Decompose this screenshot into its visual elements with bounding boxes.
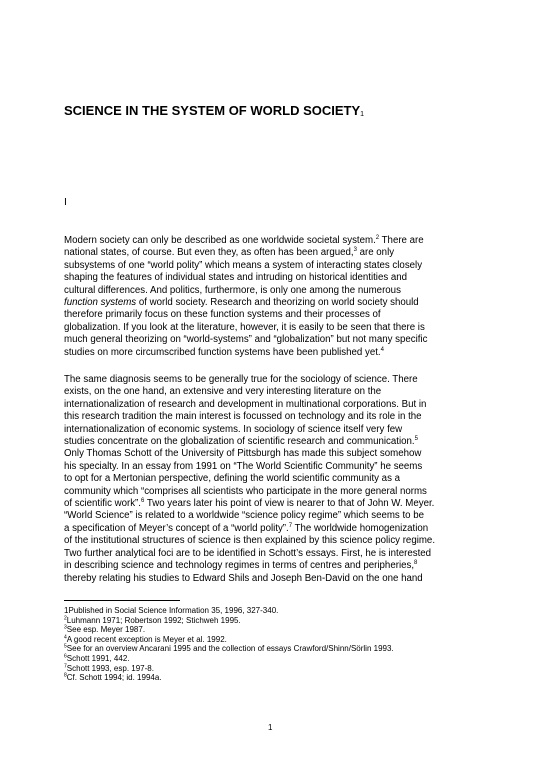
text-line — [64, 548, 484, 560]
line-text: studies concentrate on the globalization of scientific research and communication. — [64, 436, 415, 448]
line-text: internationalization of economic systems. In sociology of science itself very few — [64, 423, 403, 435]
line-text: to opt for a Mertonian perspective, defining the world scientific community as a — [64, 473, 400, 485]
text-line — [64, 461, 484, 473]
line-text: therefore primarily focus on these function systems and their processes of — [64, 309, 381, 321]
footnote-ref: 7 — [288, 522, 293, 529]
text-line — [64, 386, 484, 398]
footnote — [64, 635, 394, 645]
line-text: subsystems of one “world polity” which means a system of interacting states closely — [64, 259, 423, 271]
footnote-mark: 5 — [64, 643, 67, 650]
footnote-mark: 7 — [64, 662, 67, 669]
text-line — [64, 411, 484, 423]
footnote-mark: 3 — [64, 624, 67, 631]
line-text: of world society. Research and theorizing on world society should — [136, 297, 419, 309]
footnote-ref: 8 — [414, 559, 418, 566]
text-line — [64, 399, 484, 411]
footnote-text: Published in Social Science Information 35, 1996, 327-340. — [68, 606, 279, 615]
footnote-ref: 5 — [414, 435, 418, 442]
text-line — [64, 510, 484, 522]
line-text: “World Science” is related to a worldwide “science policy regime” which seems to be — [64, 510, 425, 522]
line-text: of scientific work”. — [64, 498, 141, 510]
footnote-text: See for an overview Ancarani 1995 and the collection of essays Crawford/Shinn/Sörlin 1993. — [66, 644, 394, 654]
text-line — [64, 297, 484, 309]
text-line — [64, 486, 484, 498]
footnote-text: Cf. Schott 1994; id. 1994a. — [66, 673, 162, 683]
text-line — [64, 573, 484, 585]
line-text: There are — [379, 235, 424, 246]
paragraph-2 — [64, 374, 484, 585]
line-text: internationalization of research and development in multinational corporations. But in — [64, 398, 427, 410]
line-text: a specification of Meyer’s concept of a “world polity”. — [64, 522, 289, 534]
text-line — [64, 260, 484, 272]
line-text: national states, of course. But even they, as often has been argued, — [64, 247, 354, 259]
footnote-text: See esp. Meyer 1987. — [66, 625, 146, 635]
line-text: shaping the features of individual states and intruding on historical identities and — [64, 272, 408, 284]
line-text: community which “comprises all scientists who participate in the more general norms — [64, 485, 427, 497]
footnote-mark: 2 — [64, 614, 67, 621]
title-footnote-mark: 1 — [360, 111, 365, 118]
text-line — [64, 334, 484, 346]
paper-title-text: SCIENCE IN THE SYSTEM OF WORLD SOCIETY — [64, 103, 361, 118]
footnote — [64, 664, 394, 674]
footnote-mark: 1 — [64, 606, 69, 615]
footnote-text: Schott 1993, esp. 197-8. — [66, 663, 154, 673]
line-text: Only Thomas Schott of the University of Pittsburgh has made this subject somehow — [64, 448, 422, 460]
footnote — [64, 616, 394, 626]
footnote-text: Luhmann 1971; Robertson 1992; Stichweh 1995. — [66, 615, 241, 625]
line-text: Modern society can only be described as one worldwide societal system. — [64, 235, 376, 246]
line-text: much general theorizing on “world-systems” and “globalization” but not many specific — [64, 334, 428, 346]
line-text: his specialty. In an essay from 1991 on “The World Scientific Community” he seems — [64, 460, 423, 472]
footnote-mark: 8 — [64, 672, 67, 679]
text-line — [64, 473, 484, 485]
text-line — [64, 247, 484, 259]
section-number: I — [64, 196, 67, 208]
line-text: Two further analytical foci are to be identified in Schott’s essays. First, he is interested — [64, 547, 432, 559]
line-text: in describing science and technology regimes in terms of centres and peripheries, — [64, 560, 415, 572]
footnote-ref: 3 — [353, 247, 357, 254]
text-line — [64, 347, 484, 359]
footnote — [64, 644, 394, 654]
footnote-ref: 4 — [380, 346, 384, 353]
line-text: The worldwide homogenization — [292, 522, 429, 534]
text-line — [64, 498, 484, 510]
text-line — [64, 309, 484, 321]
text-line — [64, 374, 484, 386]
footnote — [64, 673, 394, 683]
footnotes — [64, 606, 394, 683]
text-line — [64, 448, 484, 460]
text-line — [64, 424, 484, 436]
page-number: 1 — [268, 723, 273, 732]
text-line — [64, 560, 484, 572]
footnote-ref: 6 — [140, 497, 145, 504]
footnote-ref: 2 — [375, 234, 380, 241]
line-text: globalization. If you look at the literature, however, it is easily to be seen that there is — [64, 321, 425, 333]
line-text: of the institutional structures of science is then explained by this science policy regime. — [64, 535, 436, 547]
text-line — [64, 285, 484, 297]
text-line — [64, 235, 484, 247]
line-text: exists, on the one hand, an extensive and very interesting literature on the — [64, 386, 382, 398]
text-line — [64, 523, 484, 535]
line-text: studies on more circumscribed function systems have been published yet. — [64, 346, 381, 358]
line-text: thereby relating his studies to Edward Shils and Joseph Ben-David on the one hand — [64, 572, 423, 584]
footnote — [64, 625, 394, 635]
footnote — [64, 606, 394, 616]
line-text: cultural differences. And politics, furthermore, is only one among the numerous — [64, 284, 401, 296]
footnote — [64, 654, 394, 664]
footnote-rule — [64, 600, 180, 601]
text-line — [64, 272, 484, 284]
line-text: are only — [356, 247, 395, 259]
footnote-text: A good recent exception is Meyer et al. 1992. — [66, 634, 227, 644]
text-line — [64, 322, 484, 334]
italic-term: function systems — [64, 297, 137, 309]
paragraph-1 — [64, 235, 484, 359]
text-line — [64, 535, 484, 547]
line-text: Two years later his point of view is nearer to that of John W. Meyer. — [144, 498, 435, 510]
line-text: this research tradition the main interest is focussed on technology and its role in the — [64, 411, 422, 423]
footnote-mark: 6 — [64, 653, 67, 660]
footnote-text: Schott 1991, 442. — [66, 653, 130, 663]
line-text: The same diagnosis seems to be generally true for the sociology of science. There — [64, 374, 418, 385]
paper-title — [64, 103, 364, 118]
text-line — [64, 436, 484, 448]
footnote-mark: 4 — [64, 634, 67, 641]
